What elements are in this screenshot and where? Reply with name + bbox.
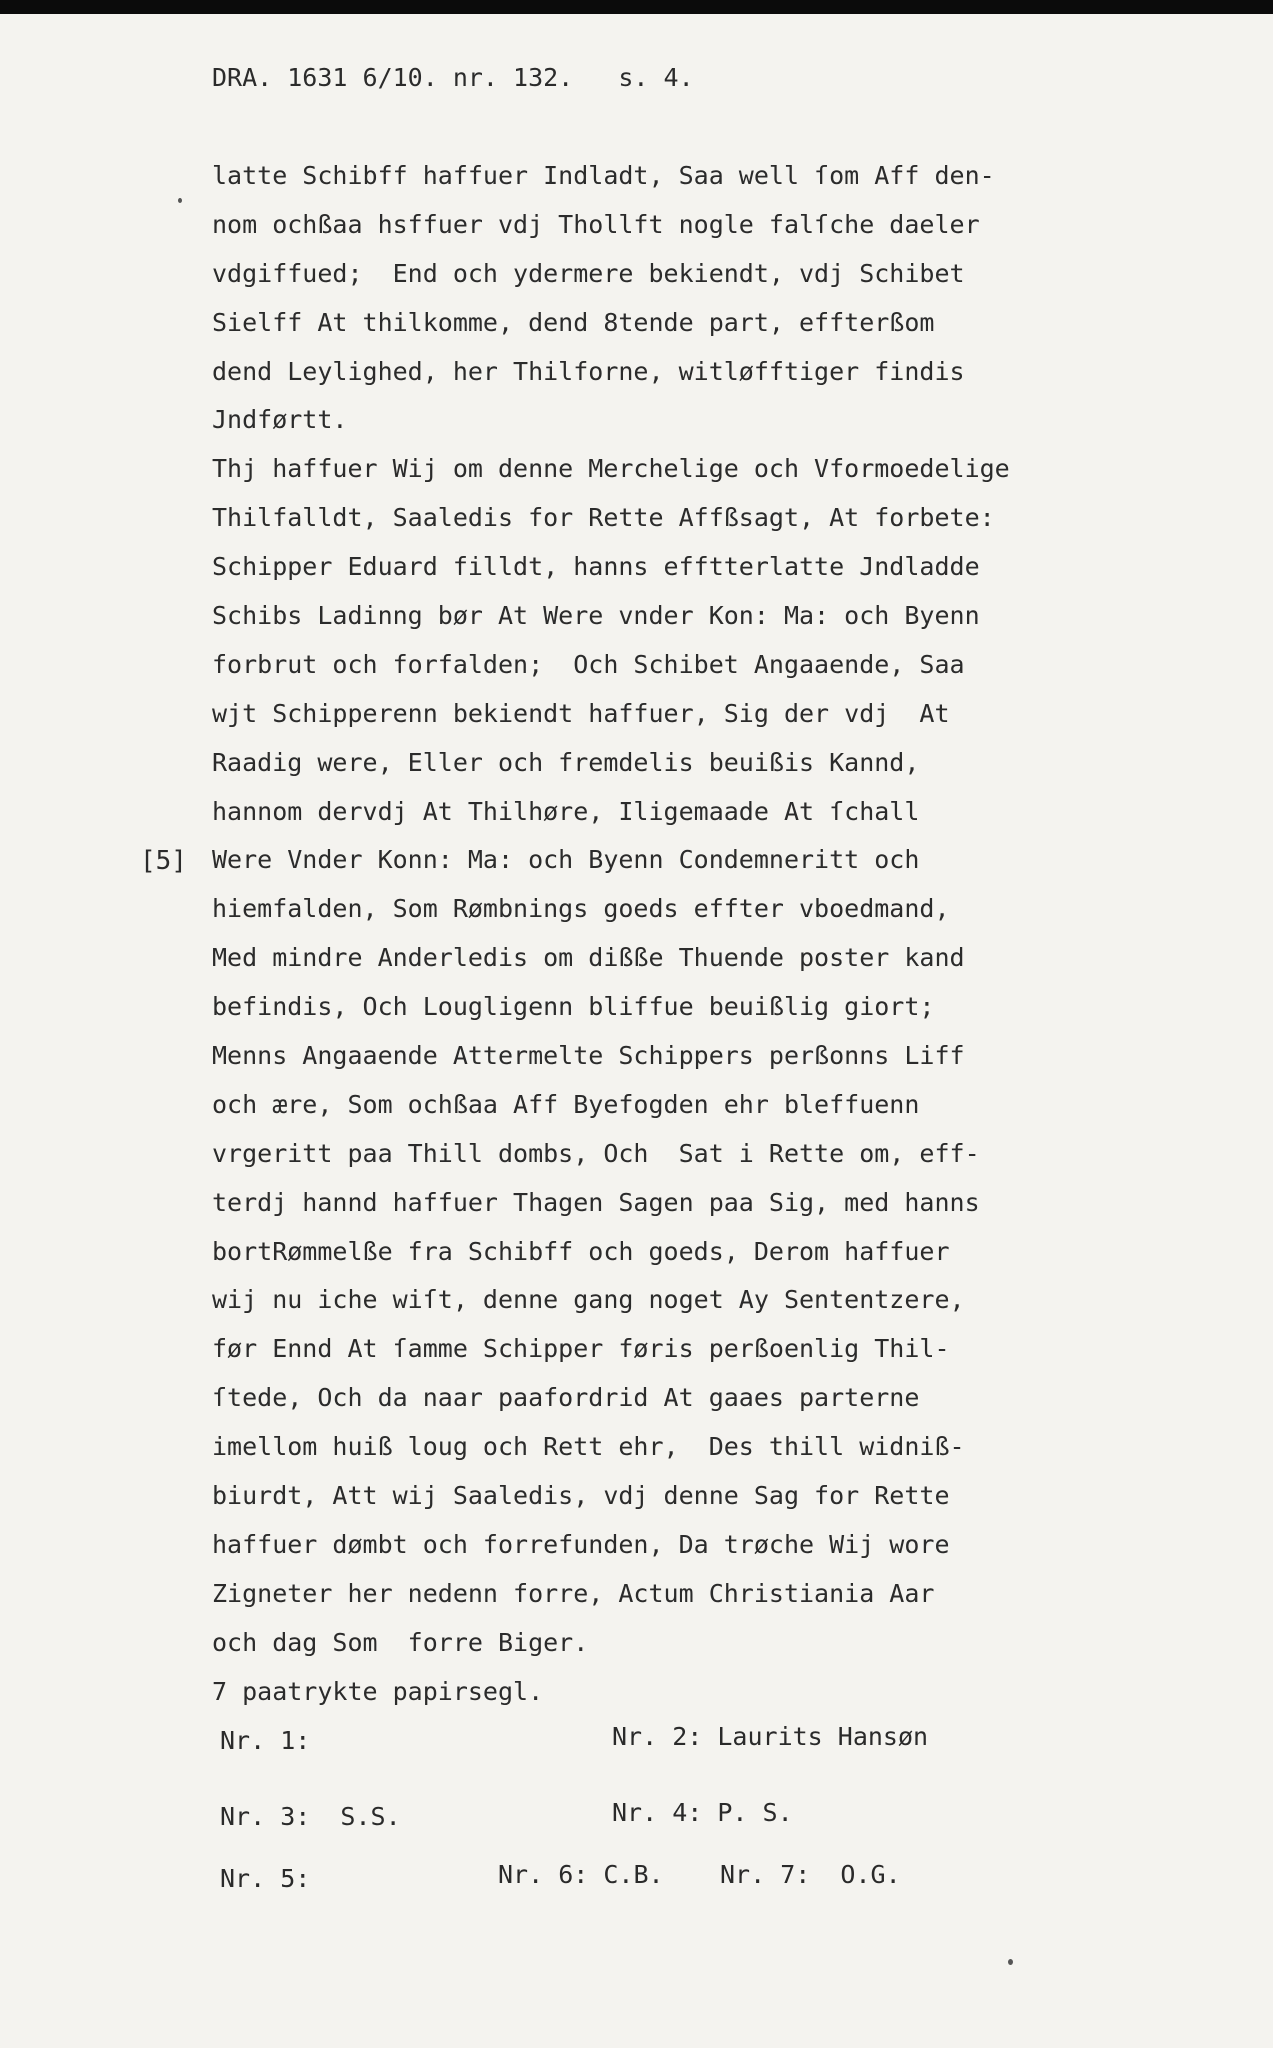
text-line: før Ennd At ſamme Schipper føris perßoenlig Thil- [212, 1334, 950, 1364]
text-line: dend Leylighed, her Thilforne, witløfftiger findis [212, 356, 965, 386]
seal-entry-4: Nr. 4: P. S. [612, 1798, 793, 1827]
text-line: Were Vnder Konn: Ma: och Byenn Condemneritt och [212, 845, 920, 875]
text-line: och dag Som forre Biger. [212, 1627, 589, 1657]
seal-list [220, 1714, 1220, 1914]
text-line: vrgeritt paa Thill dombs, Och Sat i Rette om, eff- [212, 1138, 980, 1168]
text-line: hannom dervdj At Thilhøre, Iligemaade At ſchall [212, 796, 920, 826]
text-line: befindis, Och Lougligenn bliffue beuißlig giort; [212, 992, 935, 1022]
paper-speck [1008, 1959, 1013, 1965]
text-line: 7 paatrykte papirsegl. [212, 1676, 544, 1706]
text-line: Thilfalldt, Saaledis for Rette Affßsagt, At forbete: [212, 503, 995, 533]
text-line: haffuer dømbt och forrefunden, Da trøche Wij wore [212, 1529, 950, 1559]
seal-entry-5: Nr. 5: [220, 1864, 311, 1893]
text-line: latte Schibff haffuer Indladt, Saa well ſom Aff den- [212, 161, 995, 190]
text-line: Thj haffuer Wij om denne Merchelige och Vformoedelige [212, 454, 1010, 484]
text-line: nom ochßaa hsffuer vdj Thollft nogle falſche daeler [212, 209, 980, 239]
document-page [0, 14, 1273, 2048]
text-line: Jndførtt. [212, 405, 348, 435]
text-line: wjt Schipperenn bekiendt haffuer, Sig der vdj At [212, 698, 950, 728]
seal-entry-3: Nr. 3: S.S. [220, 1802, 401, 1831]
seal-entry-6: Nr. 6: C.B. [498, 1860, 664, 1889]
text-line: och ære, Som ochßaa Aff Byefogden ehr bleffuenn [212, 1089, 920, 1119]
text-line: Raadig were, Eller och fremdelis beuißis Kannd, [212, 747, 920, 777]
text-line: Menns Angaaende Attermelte Schippers perßonns Liff [212, 1041, 965, 1071]
paper-speck [178, 198, 182, 203]
text-line: forbrut och forfalden; Och Schibet Angaaende, Saa [212, 649, 965, 679]
text-line: Sielff At thilkomme, dend 8tende part, effterßom [212, 307, 935, 337]
seal-entry-1: Nr. 1: [220, 1726, 311, 1755]
text-line: wij nu iche wiſt, denne gang noget Ay Sententzere, [212, 1285, 965, 1315]
seal-entry-7: Nr. 7: O.G. [720, 1860, 901, 1889]
text-line: Schibs Ladinng bør At Were vnder Kon: Ma: och Byenn [212, 601, 980, 631]
seal-entry-2: Nr. 2: Laurits Hansøn [612, 1722, 929, 1751]
text-line: imellom huiß loug och Rett ehr, Des thill widniß- [212, 1432, 965, 1462]
text-line: vdgiffued; End och ydermere bekiendt, vdj Schibet [212, 258, 965, 288]
text-line: ſtede, Och da naar paafordrid At gaaes parterne [212, 1383, 920, 1413]
text-line: biurdt, Att wij Saaledis, vdj denne Sag for Rette [212, 1481, 950, 1511]
text-line: Schipper Eduard filldt, hanns efftterlatte Jndladde [212, 552, 980, 582]
text-line: hiemfalden, Som Rømbnings goeds effter vboedmand, [212, 894, 950, 924]
document-body [212, 156, 1010, 1721]
text-line: terdj hannd haffuer Thagen Sagen paa Sig, med hanns [212, 1187, 980, 1217]
page-margin-marker: [5] [140, 846, 187, 876]
text-line: bortRømmelße fra Schibff och goeds, Derom haffuer [212, 1236, 950, 1266]
text-line: Zigneter her nedenn forre, Actum Christiania Aar [212, 1578, 935, 1608]
text-line: Med mindre Anderledis om dißße Thuende poster kand [212, 943, 965, 973]
document-header: DRA. 1631 6/10. nr. 132. s. 4. [212, 63, 694, 92]
